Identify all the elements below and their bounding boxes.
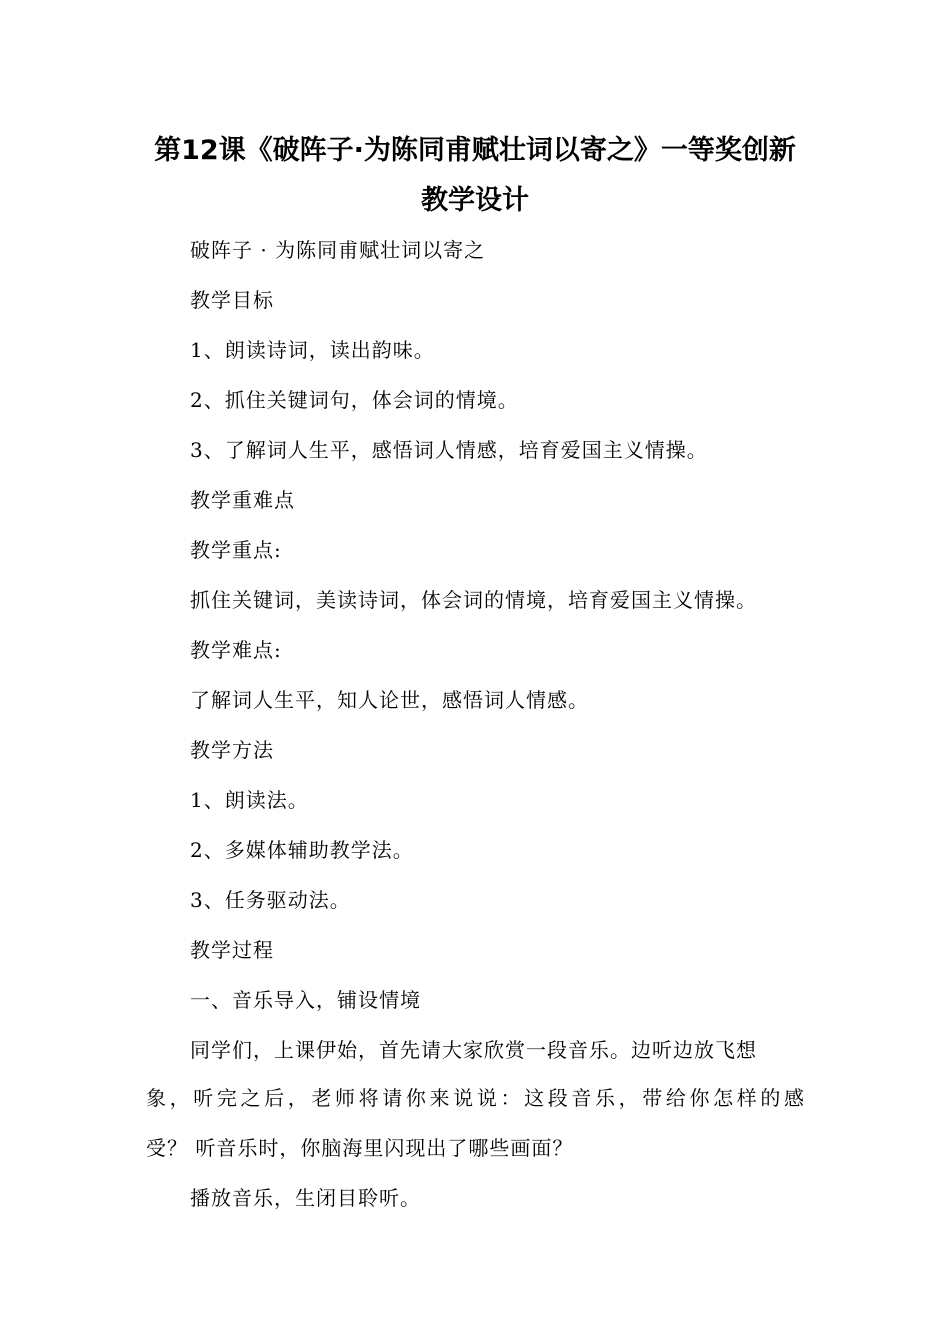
section-heading-methods: 教学方法	[190, 738, 274, 762]
poem-title: 破阵子 · 为陈同甫赋壮词以寄之	[190, 238, 486, 262]
key-point-text: 抓住关键词，美读诗词，体会词的情境，培育爱国主义情操。	[190, 588, 757, 612]
section-heading-process: 教学过程	[190, 938, 274, 962]
section-heading-objectives: 教学目标	[190, 288, 274, 312]
objective-item-3: 3、了解词人生平，感悟词人情感，培育爱国主义情操。	[190, 438, 708, 462]
difficulty-text: 了解词人生平，知人论世，感悟词人情感。	[190, 688, 589, 712]
paragraph-line-2: 象，听完之后，老师将请你来说说：这段音乐，带给你怎样的感	[146, 1086, 806, 1110]
method-item-1: 1、朗读法。	[190, 788, 309, 812]
process-step-1-heading: 一、音乐导入，铺设情境	[190, 988, 421, 1012]
method-item-3: 3、任务驱动法。	[190, 888, 351, 912]
section-heading-key-points: 教学重难点	[190, 488, 295, 512]
objective-item-1: 1、朗读诗词，读出韵味。	[190, 338, 435, 362]
paragraph-line-3: 受？ 听音乐时，你脑海里闪现出了哪些画面？	[146, 1136, 574, 1160]
method-item-2: 2、多媒体辅助教学法。	[190, 838, 414, 862]
paragraph-line-4: 播放音乐，生闭目聆听。	[190, 1186, 421, 1210]
document-title-line-1: 第12课《破阵子·为陈同甫赋壮词以寄之》一等奖创新	[154, 135, 796, 166]
subheading-difficulty: 教学难点:	[190, 638, 282, 662]
objective-item-2: 2、抓住关键词句，体会词的情境。	[190, 388, 519, 412]
document-title-line-2: 教学设计	[421, 185, 529, 216]
subheading-key-point: 教学重点:	[190, 538, 282, 562]
paragraph-line-1: 同学们，上课伊始，首先请大家欣赏一段音乐。边听边放飞想	[190, 1038, 757, 1062]
